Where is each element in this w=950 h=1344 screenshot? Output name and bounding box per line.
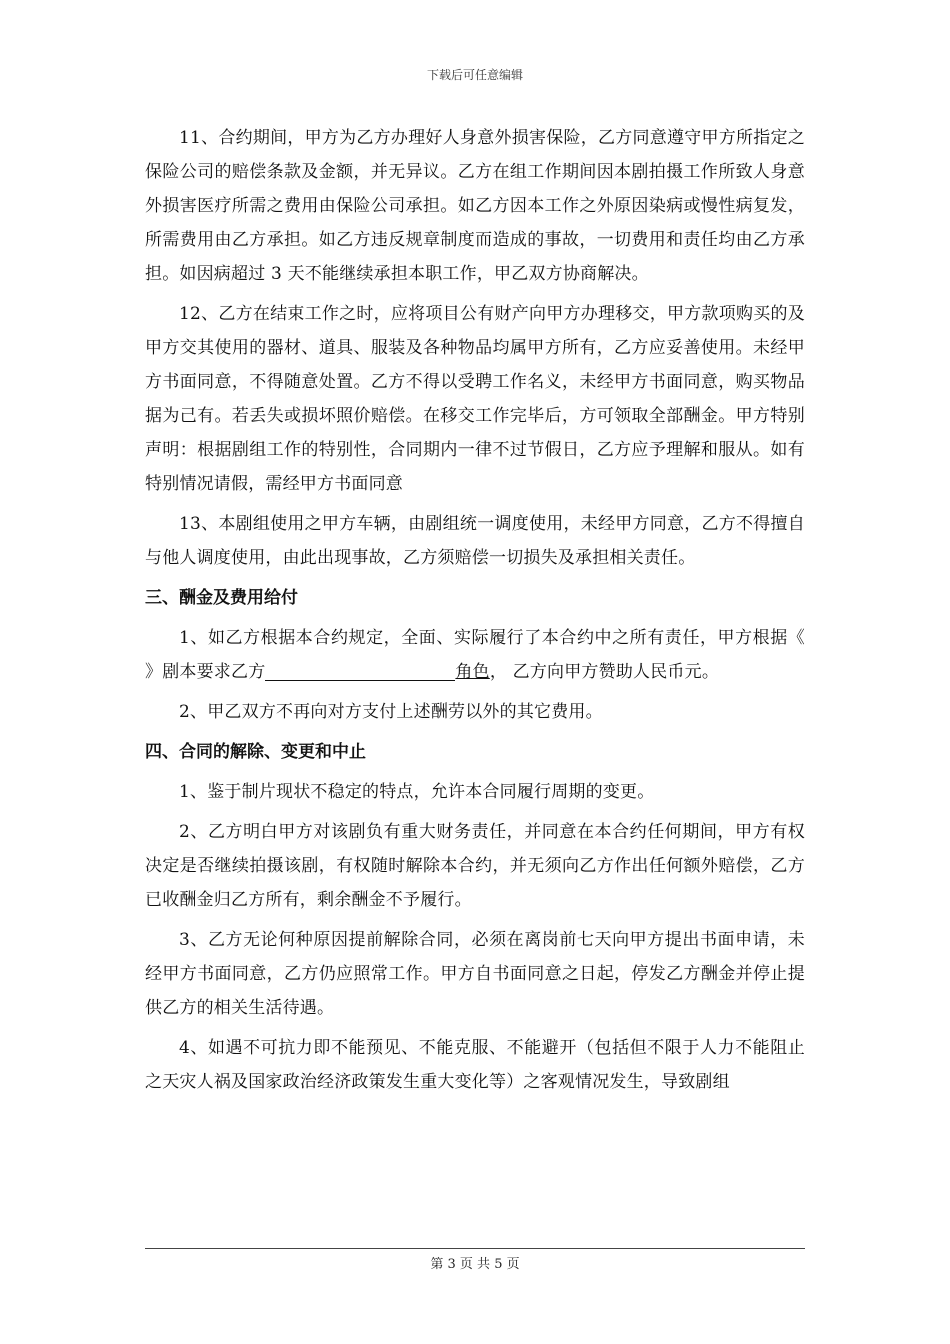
clause-11: 11、合约期间，甲方为乙方办理好人身意外损害保险，乙方同意遵守甲方所指定之保险公司的赔偿条款及金额，并无异议。乙方在组工作期间因本剧拍摄工作所致人身意外损害医疗所需之费用由保险公司承担。如乙方因本工作之外原因染病或慢性病复发，所需费用由乙方承担。如乙方违反规章制度而造成的事故，一切费用和责任均由乙方承担。如因病超过 3 天不能继续承担本职工作，甲乙双方协商解决。 <box>145 128 805 284</box>
clause-12: 12、乙方在结束工作之时，应将项目公有财产向甲方办理移交，甲方款项购买的及甲方交其使用的器材、道具、服装及各种物品均属甲方所有，乙方应妥善使用。未经甲方书面同意，不得随意处置。乙方不得以受聘工作名义，未经甲方书面同意，购买物品据为己有。若丢失或损坏照价赔偿。在移交工作完毕后，方可领取全部酬金。甲方特别声明：根据剧组工作的特别性，合同期内一律不过节假日，乙方应予理解和服从。如有特别情况请假，需经甲方书面同意 <box>145 304 805 494</box>
footer-divider <box>145 1248 805 1249</box>
clause-3-1 <box>145 621 805 689</box>
clause-3-2: 2、甲乙双方不再向对方支付上述酬劳以外的其它费用。 <box>179 702 603 722</box>
document-body <box>145 121 805 1105</box>
clause-3-1-part-b: 》剧本要求乙方 <box>145 662 266 682</box>
clause-4-2: 2、乙方明白甲方对该剧负有重大财务责任，并同意在本合约任何期间，甲方有权决定是否继续拍摄该剧，有权随时解除本合约，并无须向乙方作出任何额外赔偿，乙方已收酬金归乙方所有，剩余酬金不予履行。 <box>145 822 805 910</box>
clause-3-1-part-d: ， 乙方向甲方赞助人民币元。 <box>489 662 720 682</box>
section-heading-3: 三、酬金及费用给付 <box>145 588 298 608</box>
clause-4-1: 1、鉴于制片现状不稳定的特点，允许本合同履行周期的变更。 <box>179 782 655 802</box>
page-header: 下载后可任意编辑 <box>426 68 523 82</box>
clause-3-1-part-a: 1、如乙方根据本合约规定，全面、实际履行了本合约中之所有责任，甲方根据《 <box>179 628 805 648</box>
role-blank-line <box>265 660 455 681</box>
page-number: 第 3 页 共 5 页 <box>430 1257 520 1272</box>
clause-3-1-role: 角色 <box>455 662 490 682</box>
section-heading-4: 四、合同的解除、变更和中止 <box>145 742 366 762</box>
clause-13: 13、本剧组使用之甲方车辆，由剧组统一调度使用，未经甲方同意，乙方不得擅自与他人调度使用，由此出现事故，乙方须赔偿一切损失及承担相关责任。 <box>145 514 805 568</box>
clause-4-3: 3、乙方无论何种原因提前解除合同，必须在离岗前七天向甲方提出书面申请，未经甲方书面同意，乙方仍应照常工作。甲方自书面同意之日起，停发乙方酬金并停止提供乙方的相关生活待遇。 <box>145 930 805 1018</box>
clause-4-4: 4、如遇不可抗力即不能预见、不能克服、不能避开（包括但不限于人力不能阻止之天灾人祸及国家政治经济政策发生重大变化等）之客观情况发生，导致剧组 <box>145 1038 805 1092</box>
